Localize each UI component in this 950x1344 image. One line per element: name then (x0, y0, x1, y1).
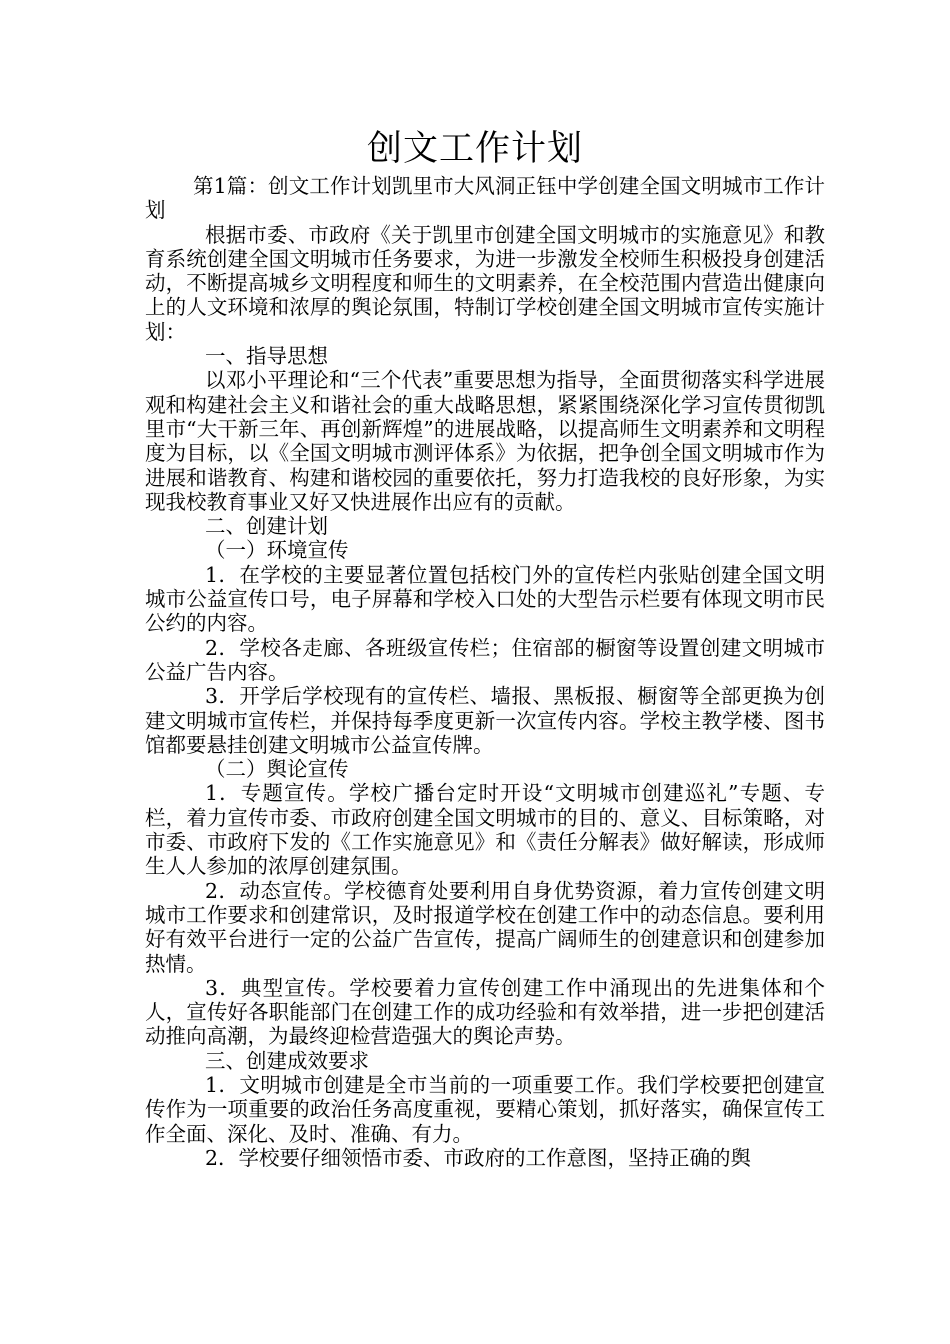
paragraph-publicity-1: 1．专题宣传。学校广播台定时开设“文明城市创建巡礼”专题、专栏，着力宣传市委、市政府创建全国文明城市的目的、意义、目标策略，对市委、市政府下发的《工作实施意见》和《责任分解表》做好解读，形成师生人人参加的浓厚创建氛围。 (145, 781, 825, 879)
document-title: 创文工作计划 (366, 129, 583, 169)
document-body (145, 174, 825, 1170)
paragraph-publicity-2: 2．动态宣传。学校德育处要利用自身优势资源，着力宣传创建文明城市工作要求和创建常识，及时报道学校在创建工作中的动态信息。要利用好有效平台进行一定的公益广告宣传，提高广阔师生的创建意识和创建参加热情。 (145, 878, 825, 976)
paragraph-intro-heading: 第1篇：创文工作计划凯里市大风洞正钰中学创建全国文明城市工作计划 (145, 174, 825, 223)
paragraph-publicity-3: 3．典型宣传。学校要着力宣传创建工作中涌现出的先进集体和个人，宣传好各职能部门在创建工作的成功经验和有效举措，进一步把创建活动推向高潮，为最终迎检营造强大的舆论声势。 (145, 975, 825, 1049)
section-heading-plan: 二、创建计划 (205, 514, 328, 539)
subsection-heading-environment: （一）环境宣传 (205, 538, 349, 563)
paragraph-environment-2: 2．学校各走廊、各班级宣传栏；住宿部的橱窗等设置创建文明城市公益广告内容。 (145, 635, 825, 684)
paragraph-requirements-1: 1．文明城市创建是全市当前的一项重要工作。我们学校要把创建宣传作为一项重要的政治任务高度重视，要精心策划，抓好落实，确保宣传工作全面、深化、及时、准确、有力。 (145, 1072, 825, 1146)
paragraph-environment-3: 3．开学后学校现有的宣传栏、墙报、黑板报、橱窗等全部更换为创建文明城市宣传栏，并保持每季度更新一次宣传内容。学校主教学楼、图书馆都要悬挂创建文明城市公益宣传牌。 (145, 684, 825, 757)
section-heading-guiding-thought: 一、指导思想 (205, 344, 328, 369)
paragraph-guiding-thought: 以邓小平理论和“三个代表”重要思想为指导，全面贯彻落实科学进展观和构建社会主义和谐社会的重大战略思想，紧紧围绕深化学习宣传贯彻凯里市“大干新三年、再创新辉煌”的进展战略，以提高师生文明素养和文明程度为目标，以《全国文明城市测评体系》为依据，把争创全国文明城市作为进展和谐教育、构建和谐校园的重要依托，努力打造我校的良好形象，为实现我校教育事业又好又快进展作出应有的贡献。 (145, 368, 825, 514)
paragraph-intro: 根据市委、市政府《关于凯里市创建全国文明城市的实施意见》和教育系统创建全国文明城市任务要求，为进一步激发全校师生积极投身创建活动，不断提高城乡文明程度和师生的文明素养，在全校范围内营造出健康向上的人文环境和浓厚的舆论氛围，特制订学校创建全国文明城市宣传实施计划： (145, 222, 825, 344)
paragraph-requirements-2: 2．学校要仔细领悟市委、市政府的工作意图，坚持正确的舆 (205, 1145, 752, 1170)
section-heading-requirements: 三、创建成效要求 (205, 1048, 369, 1073)
paragraph-environment-1: 1．在学校的主要显著位置包括校门外的宣传栏内张贴创建全国文明城市公益宣传口号，电子屏幕和学校入口处的大型告示栏要有体现文明市民公约的内容。 (145, 562, 825, 636)
subsection-heading-publicity: （二）舆论宣传 (205, 757, 349, 782)
